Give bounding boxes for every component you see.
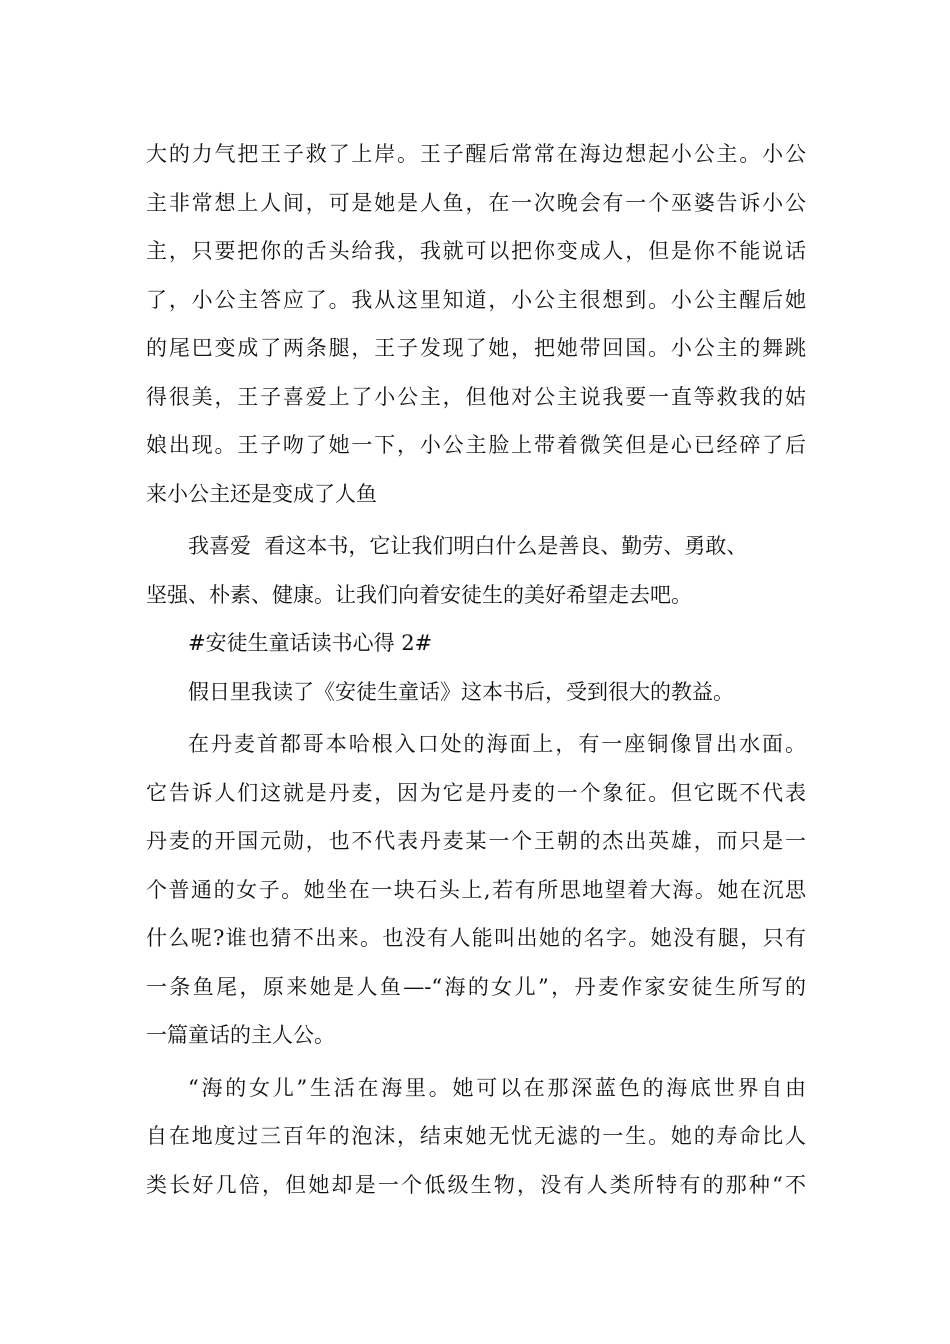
text-line: 在丹麦首都哥本哈根入口处的海面上，有一座铜像冒出水面。 — [188, 732, 806, 756]
text-line: 坚强、朴素、健康。让我们向着安徒生的美好希望走去吧。 — [146, 582, 692, 607]
text-line: 一条鱼尾，原来她是人鱼—-“海的女儿”，丹麦作家安徒生所写的 — [146, 974, 806, 999]
text-line: 丹麦的开国元勋，也不代表丹麦某一个王朝的杰出英雄，而只是一 — [146, 829, 806, 853]
text-line: 主，只要把你的舌头给我，我就可以把你变成人，但是你不能说话 — [146, 239, 806, 263]
paragraph-statue — [146, 720, 806, 1060]
paragraph-story-continuation — [146, 130, 806, 518]
paragraph-sea-daughter — [146, 1064, 806, 1210]
text-line: 自在地度过三百年的泡沫，结束她无忧无滤的一生。她的寿命比人 — [146, 1124, 806, 1148]
text-line: 了，小公主答应了。我从这里知道，小公主很想到。小公主醒后她 — [146, 287, 806, 312]
text-line: 类长好几倍，但她却是一个低级生物，没有人类所特有的那种“不 — [146, 1172, 806, 1197]
text-line: 来小公主还是变成了人鱼 — [146, 481, 377, 506]
text-line: 的尾巴变成了两条腿，王子发现了她，把她带回国。小公主的舞跳 — [146, 336, 806, 360]
paragraph-reflection — [146, 522, 806, 619]
text-line: 它告诉人们这就是丹麦，因为它是丹麦的一个象征。但它既不代表 — [146, 780, 806, 805]
text-line: 假日里我读了《安徒生童话》这本书后，受到很大的教益。 — [188, 679, 734, 704]
text-line: 大的力气把王子救了上岸。王子醒后常常在海边想起小公主。小公 — [146, 142, 806, 166]
text-line: 娘出现。王子吻了她一下，小公主脸上带着微笑但是心已经碎了后 — [146, 433, 806, 457]
text-line: 什么呢?谁也猜不出来。也没有人能叫出她的名字。她没有腿，只有 — [146, 926, 806, 950]
document-body — [146, 130, 806, 1209]
section-heading — [146, 619, 806, 668]
text-line: 个普通的女子。她坐在一块石头上,若有所思地望着大海。她在沉思 — [146, 877, 806, 902]
text-line: 一篇童话的主人公。 — [146, 1023, 335, 1047]
text-line: 我喜爱 看这本书，它让我们明白什么是善良、勤劳、勇敢、 — [188, 534, 748, 558]
text-line: 得很美，王子喜爱上了小公主，但他对公主说我要一直等救我的姑 — [146, 384, 806, 409]
section-title: #安徒生童话读书心得 2# — [188, 631, 433, 655]
text-line: “海的女儿”生活在海里。她可以在那深蓝色的海底世界自由 — [188, 1075, 806, 1100]
paragraph-intro — [146, 668, 806, 717]
text-line: 主非常想上人间，可是她是人鱼，在一次晚会有一个巫婆告诉小公 — [146, 190, 806, 215]
